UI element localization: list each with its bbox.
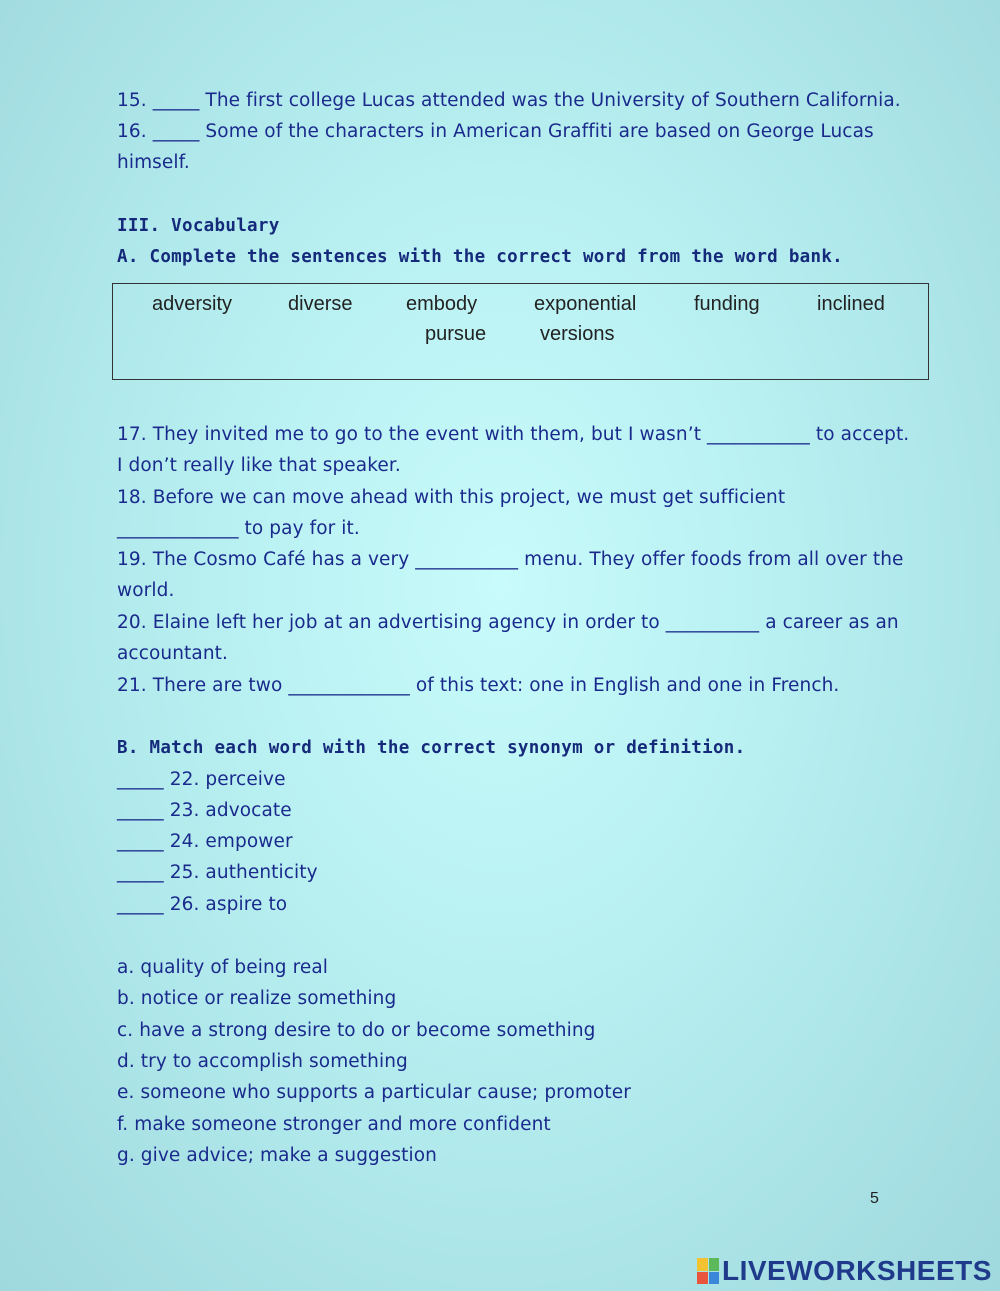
definition-e: e. someone who supports a particular cause; promoter <box>117 1082 631 1103</box>
match-item-25: _____ 25. authenticity <box>117 862 318 883</box>
match-item-24: _____ 24. empower <box>117 831 293 852</box>
word-bank-word: funding <box>694 293 760 315</box>
part-b-instruction: B. Match each word with the correct synonym or definition. <box>117 738 746 758</box>
word-bank-word: versions <box>540 323 615 345</box>
definition-a: a. quality of being real <box>117 957 329 978</box>
liveworksheets-logo <box>697 1256 992 1286</box>
logo-square-red <box>697 1272 708 1285</box>
part-a-instruction: A. Complete the sentences with the correct word from the word bank. <box>117 247 844 267</box>
logo-square-green <box>709 1258 720 1271</box>
question-16: 16. _____ Some of the characters in American Graffiti are based on George Lucas <box>117 121 874 142</box>
word-bank-word: pursue <box>425 323 487 345</box>
question-17-continued: I don’t really like that speaker. <box>117 455 401 476</box>
match-item-23: _____ 23. advocate <box>117 800 292 821</box>
question-19-continued: world. <box>117 580 175 601</box>
definition-g: g. give advice; make a suggestion <box>117 1145 437 1166</box>
word-bank-word: inclined <box>817 293 885 315</box>
question-15: 15. _____ The first college Lucas attended was the University of Southern California. <box>117 90 901 111</box>
question-19: 19. The Cosmo Café has a very ___________ menu. They offer foods from all over the <box>117 549 904 570</box>
page-number: 5 <box>870 1190 879 1207</box>
question-18: 18. Before we can move ahead with this project, we must get sufficient <box>117 487 786 508</box>
logo-square-yellow <box>697 1258 708 1271</box>
logo-mark-icon <box>697 1258 719 1284</box>
question-20: 20. Elaine left her job at an advertising agency in order to __________ a career as an <box>117 612 899 633</box>
match-item-26: _____ 26. aspire to <box>117 894 288 915</box>
question-20-continued: accountant. <box>117 643 228 664</box>
question-16-continued: himself. <box>117 152 190 173</box>
word-bank-word: exponential <box>534 293 637 315</box>
logo-text: LIVEWORKSHEETS <box>722 1255 992 1286</box>
match-item-22: _____ 22. perceive <box>117 769 286 790</box>
word-bank-word: adversity <box>152 293 233 315</box>
word-bank-word: diverse <box>288 293 353 315</box>
question-18-continued: _____________ to pay for it. <box>117 518 360 539</box>
definition-c: c. have a strong desire to do or become something <box>117 1020 596 1041</box>
definition-b: b. notice or realize something <box>117 988 397 1009</box>
definition-d: d. try to accomplish something <box>117 1051 408 1072</box>
question-21: 21. There are two _____________ of this text: one in English and one in French. <box>117 675 840 696</box>
word-bank-word: embody <box>406 293 478 315</box>
logo-square-blue <box>709 1272 720 1285</box>
definition-f: f. make someone stronger and more confident <box>117 1114 551 1135</box>
word-bank <box>112 283 929 380</box>
section-title: III. Vocabulary <box>117 216 280 236</box>
question-17: 17. They invited me to go to the event with them, but I wasn’t ___________ to accept. <box>117 424 910 445</box>
